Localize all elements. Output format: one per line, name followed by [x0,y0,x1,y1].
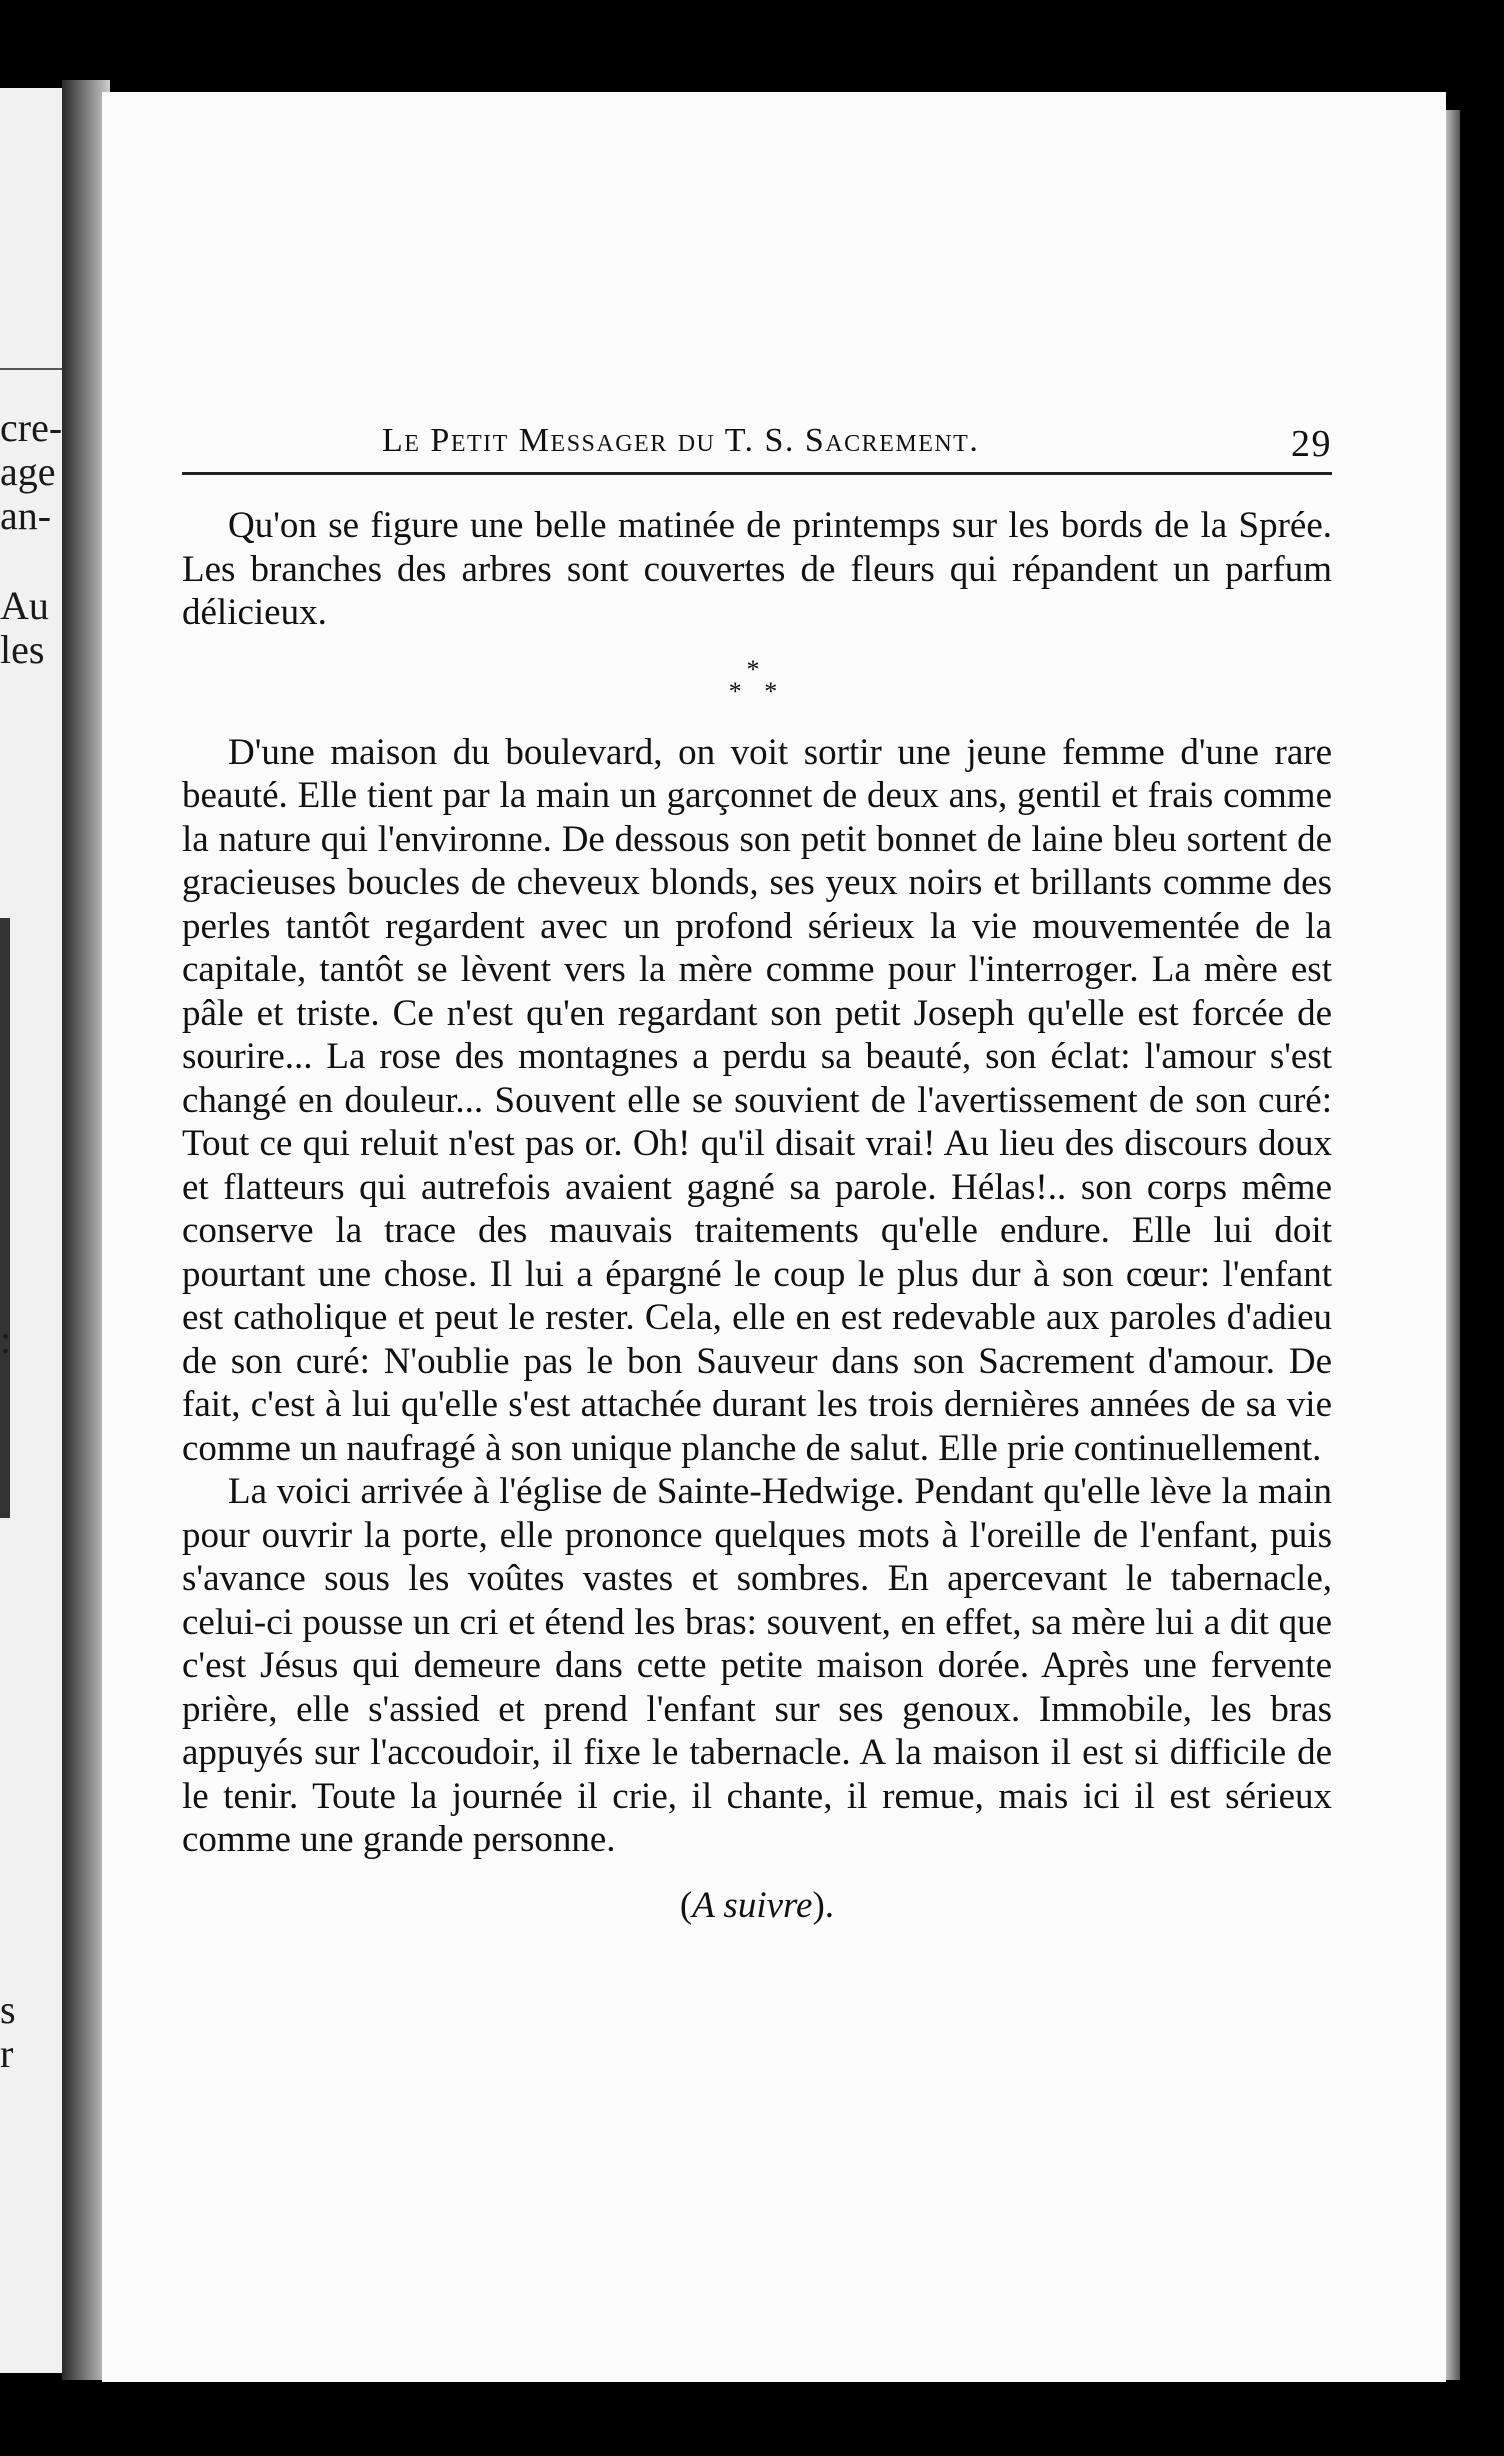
header-rule [182,472,1332,475]
running-head [182,422,1332,472]
body-text [182,504,1332,1927]
page-edge-shadow [1446,110,1460,2380]
left-fragment: r [0,2031,14,2076]
left-fragment: Au [0,583,49,628]
book-page [102,92,1446,2382]
left-fragment: : [0,1317,12,1362]
paragraph: Qu'on se figure une belle matinée de printemps sur les bords de la Sprée. Les branches des arbres sont couvertes de fleurs qui répandent un parfum délicieux. [182,505,1332,633]
left-fragment: cre- [0,405,63,450]
paragraph: D'une maison du boulevard, on voit sortir une jeune femme d'une rare beauté. Elle tient par la main un garçonnet de deux ans, gentil et frais comme la nature qui l'environne. De dessous son petit bonnet de laine bleu sortent de gracieuses boucles de cheveux blonds, ses yeux noirs et brillants comme des perles tantôt regardent avec un profond sérieux la vie mouvementée de la capitale, tantôt se lèvent vers la mère comme pour l'interroger. La mère est pâle et triste. Ce n'est qu'en regardant son petit Joseph qu'elle est forcée de sourire... La rose des montagnes a perdu sa beauté, son éclat: l'amour s'est changé en douleur... Souvent elle se souvient de l'avertissement de son curé: Tout ce qui reluit n'est pas or. Oh! qu'il disait vrai! Au lieu des discours doux et flatteurs qui autrefois avaient gagné sa parole. Hélas!.. son corps même conserve la trace des mauvais traitements qu'elle endure. Elle lui doit pourtant une chose. Il lui a épargné le coup le plus dur à son cœur: l'enfant est catholique et peut le rester. Cela, elle en est redevable aux paroles d'adieu de son curé: N'oublie pas le bon Sauveur dans son Sacrement d'amour. De fait, c'est à lui qu'elle s'est attachée durant les trois dernières années de sa vie comme un naufragé à son unique planche de salut. Elle prie continuellement. [182,731,1332,1469]
paragraph: La voici arrivée à l'église de Sainte-Hedwige. Pendant qu'elle lève la main pour ouvrir la porte, elle prononce quelques mots à l'oreille de l'enfant, puis s'avance sous les voûtes vastes et sombres. En apercevant le tabernacle, celui-ci pousse un cri et étend les bras: souvent, en effet, sa mère lui a dit que c'est Jésus qui demeure dans cette petite maison dorée. Après une fervente prière, elle s'assied et prend l'enfant sur ses genoux. Immobile, les bras appuyés sur l'accoudoir, il fixe le tabernacle. A la maison il est si difficile de le tenir. Toute la journée il crie, il chante, il remue, mais ici il est sérieux comme une grande personne. [182,1471,1332,1860]
left-fragment: an- [0,493,52,538]
to-be-continued: (A suivre). [679,1884,835,1926]
left-page-illustration-edge [0,918,10,1518]
page-number: 29 [1291,423,1332,465]
to-be-continued-italic: A suivre [692,1884,813,1926]
left-fragment: s [0,1987,16,2032]
running-head-title: Le Petit Messager du T. S. Sacrement. [382,422,980,459]
left-fragment: les [0,627,45,672]
asterism-ornament: * * * [728,654,786,706]
left-fragment: age [0,449,56,494]
left-page-rule [0,368,62,370]
left-page-fragment [0,88,62,2373]
